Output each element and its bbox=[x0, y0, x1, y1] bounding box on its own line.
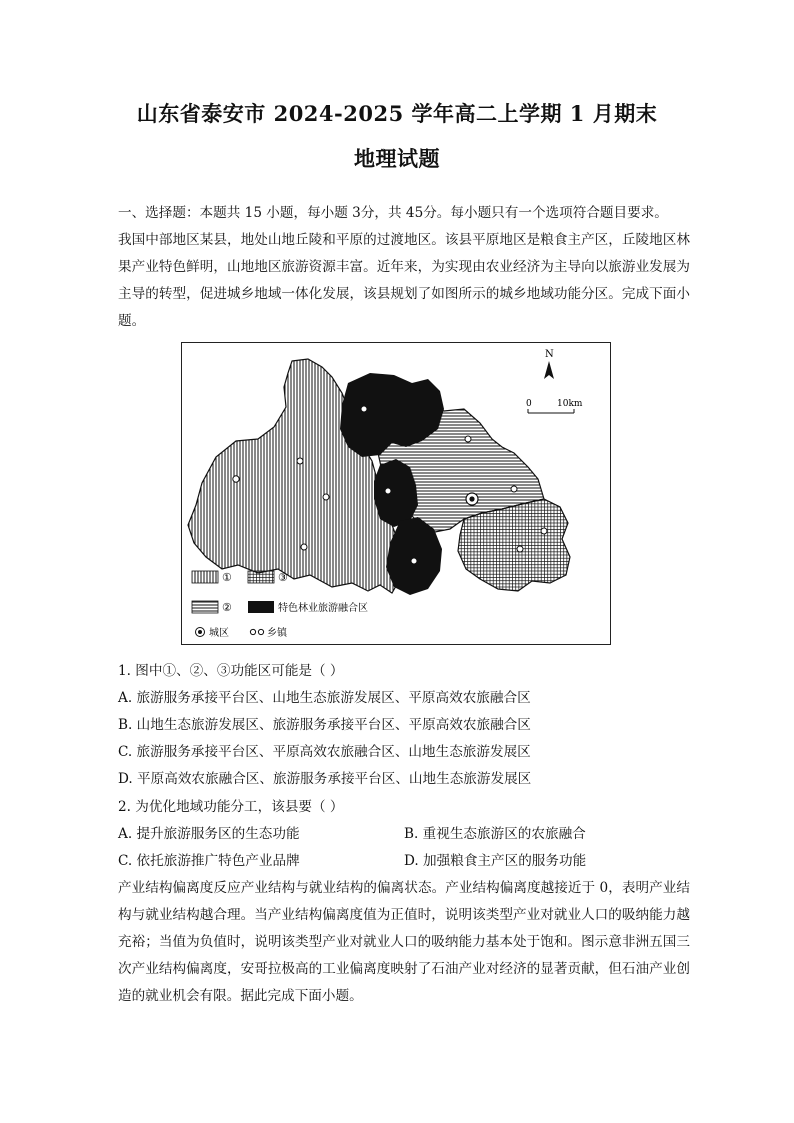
town-marker bbox=[411, 558, 417, 564]
town-marker bbox=[323, 494, 329, 500]
q1-option-d: D. 平原高效农旅融合区、旅游服务承接平台区、山地生态旅游发展区 bbox=[118, 771, 532, 787]
town-marker bbox=[385, 488, 391, 494]
exam-title: 山东省泰安市 2024-2025 学年高二上学期 1 月期末 bbox=[136, 101, 658, 126]
town-marker bbox=[541, 528, 547, 534]
q2-stem: 2. 为优化地域功能分工，该县要（ ） bbox=[118, 799, 344, 815]
town-marker bbox=[517, 546, 523, 552]
section-intro: 一、选择题：本题共 15 小题，每小题 3分，共 45分。每小题只有一个选项符合题目要求。 bbox=[118, 205, 668, 221]
legend-city: 城区 bbox=[209, 628, 229, 639]
town-marker bbox=[233, 476, 239, 482]
exam-subtitle: 地理试题 bbox=[354, 146, 440, 171]
passage-1: 我国中部地区某县，地处山地丘陵和平原的过渡地区。该县平原地区是粮食主产区，丘陵地区林果产业特色鲜明，山地地区旅游资源丰富。近年来，为实现由农业经济为主导向以旅游业发展为主导的转型，促进城乡地域一体化发展，该县规划了如图所示的城乡地域功能分区。完成下面小题。 bbox=[118, 232, 690, 329]
town-marker bbox=[297, 458, 303, 464]
town-marker bbox=[301, 544, 307, 550]
q2-option-b: B. 重视生态旅游区的农旅融合 bbox=[404, 826, 586, 842]
town-marker bbox=[361, 406, 367, 412]
scale-label: 10km bbox=[557, 399, 583, 409]
q2-option-d: D. 加强粮食主产区的服务功能 bbox=[404, 853, 587, 869]
scale-zero: 0 bbox=[526, 399, 532, 409]
zoning-map bbox=[181, 342, 611, 645]
town-marker bbox=[511, 486, 517, 492]
map-svg bbox=[182, 343, 609, 643]
legend-town: 乡镇 bbox=[267, 628, 287, 639]
q1-option-c: C. 旅游服务承接平台区、平原高效农旅融合区、山地生态旅游发展区 bbox=[118, 744, 531, 760]
q1-option-a: A. 旅游服务承接平台区、山地生态旅游发展区、平原高效农旅融合区 bbox=[118, 690, 531, 706]
legend-item-2: ② bbox=[222, 601, 232, 614]
q1-stem: 1. 图中①、②、③功能区可能是（ ） bbox=[118, 663, 344, 679]
scale-bar bbox=[526, 399, 583, 413]
passage-2: 产业结构偏离度反应产业结构与就业结构的偏离状态。产业结构偏离度越接近于 0，表明产业结构与就业结构越合理。当产业结构偏离度值为正值时，说明该类型产业对就业人口的吸纳能力越充裕；当值为负值时，说明该类型产业对就业人口的吸纳能力基本处于饱和。图示意非洲五国三次产业结构偏离度，安哥拉极高的工业偏离度映射了石油产业对经济的显著贡献，但石油产业创造的就业机会有限。据此完成下面小题。 bbox=[118, 880, 690, 1004]
legend-item-3: ③ bbox=[278, 571, 288, 584]
north-label: N bbox=[545, 349, 554, 360]
q2-option-c: C. 依托旅游推广特色产业品牌 bbox=[118, 853, 300, 869]
legend-forest: 特色林业旅游融合区 bbox=[278, 603, 368, 614]
q1-option-b: B. 山地生态旅游发展区、旅游服务承接平台区、平原高效农旅融合区 bbox=[118, 717, 531, 733]
forest-zone-south bbox=[386, 517, 442, 595]
town-marker bbox=[465, 436, 471, 442]
legend-item-1: ① bbox=[222, 571, 232, 584]
q2-option-a: A. 提升旅游服务区的生态功能 bbox=[118, 826, 300, 842]
north-arrow bbox=[544, 349, 554, 379]
city-marker bbox=[466, 493, 478, 505]
